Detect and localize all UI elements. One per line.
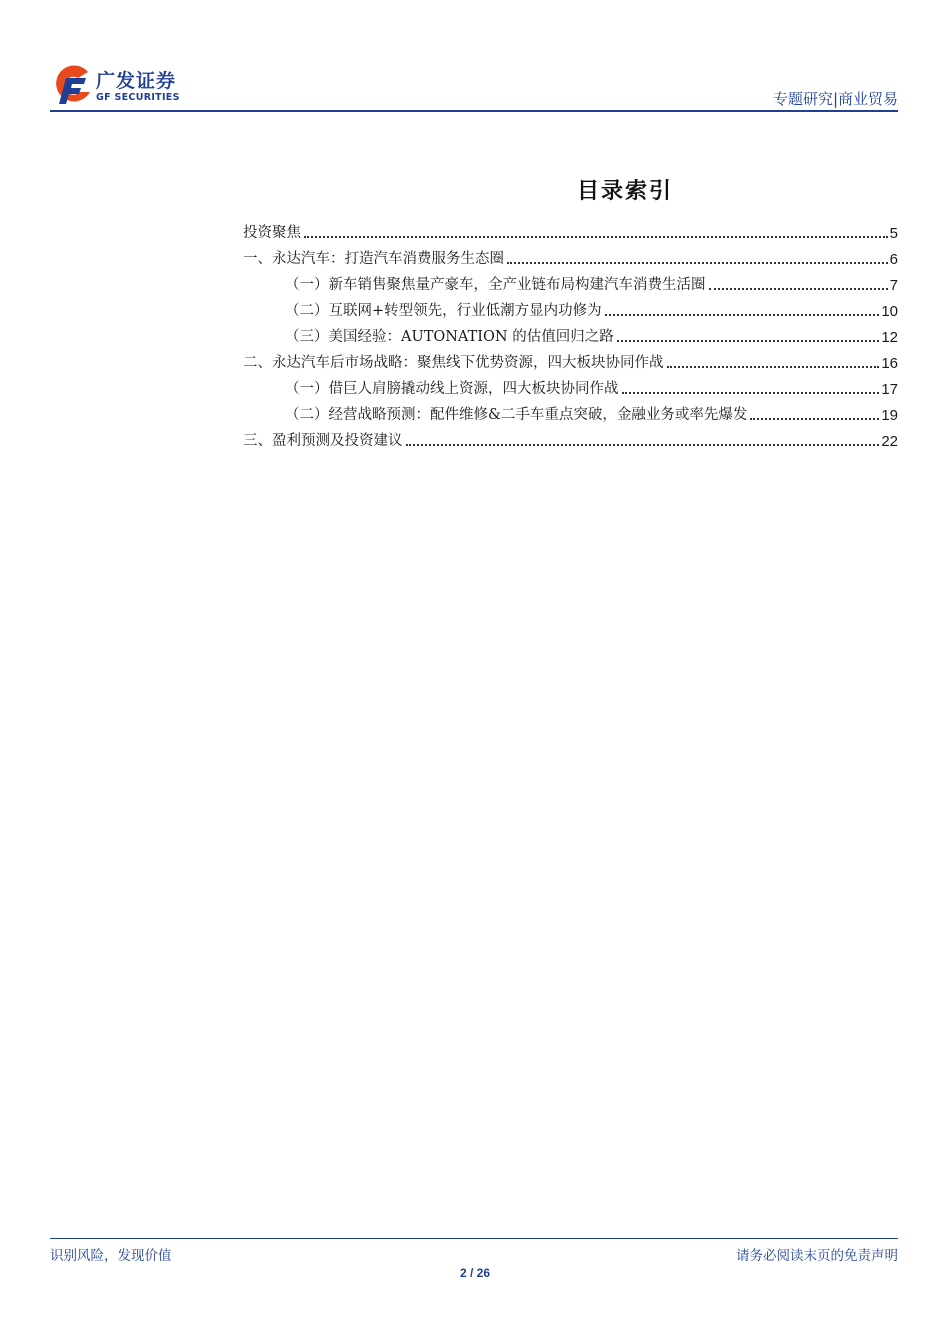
toc-leader-dots [406,443,880,446]
toc-entry-text: （一）新车销售聚焦量产豪车，全产业链布局构建汽车消费生活圈 [285,277,706,293]
toc-entry[interactable] [243,320,898,346]
logo-chinese-name: 广发证券 [96,70,177,92]
toc-entry[interactable] [243,424,898,450]
toc-entry[interactable] [243,294,898,320]
toc-leader-dots [622,391,880,394]
toc-leader-dots [750,417,879,420]
toc-entry[interactable] [243,398,898,424]
toc-entry-page: 12 [881,329,898,346]
logo-english-name: GF SECURITIES [96,92,180,103]
report-category: 专题研究|商业贸易 [772,90,898,108]
footer-disclaimer-note: 请务必阅读末页的免责声明 [736,1248,898,1264]
toc-entry-text: 三、盈利预测及投资建议 [243,433,403,449]
page-header [50,62,898,110]
toc-entry-page: 19 [881,407,898,424]
footer-divider [50,1238,898,1239]
toc-entry-page: 5 [889,225,898,242]
toc-entry-text: （一）借巨人肩膀撬动线上资源，四大板块协同作战 [285,381,619,397]
toc-entry-text: （二）互联网+转型领先，行业低潮方显内功修为 [285,303,602,319]
company-logo [50,62,210,108]
toc-leader-dots [605,313,880,316]
toc-entry-page: 22 [881,433,898,450]
toc-entry[interactable] [243,268,898,294]
toc-entry[interactable] [243,372,898,398]
toc-leader-dots [304,235,888,238]
toc-entry-text: 一、永达汽车：打造汽车消费服务生态圈 [243,251,504,267]
toc-entry[interactable] [243,242,898,268]
footer-slogan: 识别风险，发现价值 [50,1248,172,1264]
toc-entry-page: 7 [889,277,898,294]
toc-entry[interactable] [243,216,898,242]
toc-entry-text: 投资聚焦 [243,225,301,241]
toc-entry-text: 二、永达汽车后市场战略：聚焦线下优势资源，四大板块协同作战 [243,355,664,371]
toc-leader-dots [507,261,888,264]
toc-entry-page: 16 [881,355,898,372]
header-divider [50,110,898,112]
toc-entry-text: （二）经营战略预测：配件维修&二手车重点突破，金融业务或率先爆发 [285,407,748,423]
toc-title: 目录索引 [576,178,673,204]
toc-leader-dots [667,365,880,368]
toc-leader-dots [617,339,880,342]
toc-entry-page: 6 [889,251,898,268]
toc-leader-dots [709,287,888,290]
page-number: 2 / 26 [459,1266,491,1280]
toc-entry-page: 10 [881,303,898,320]
gf-logo-icon [50,64,94,108]
toc-entry-text: （三）美国经验：AUTONATION 的估值回归之路 [285,329,614,345]
table-of-contents [243,216,898,450]
toc-entry-page: 17 [881,381,898,398]
toc-entry[interactable] [243,346,898,372]
